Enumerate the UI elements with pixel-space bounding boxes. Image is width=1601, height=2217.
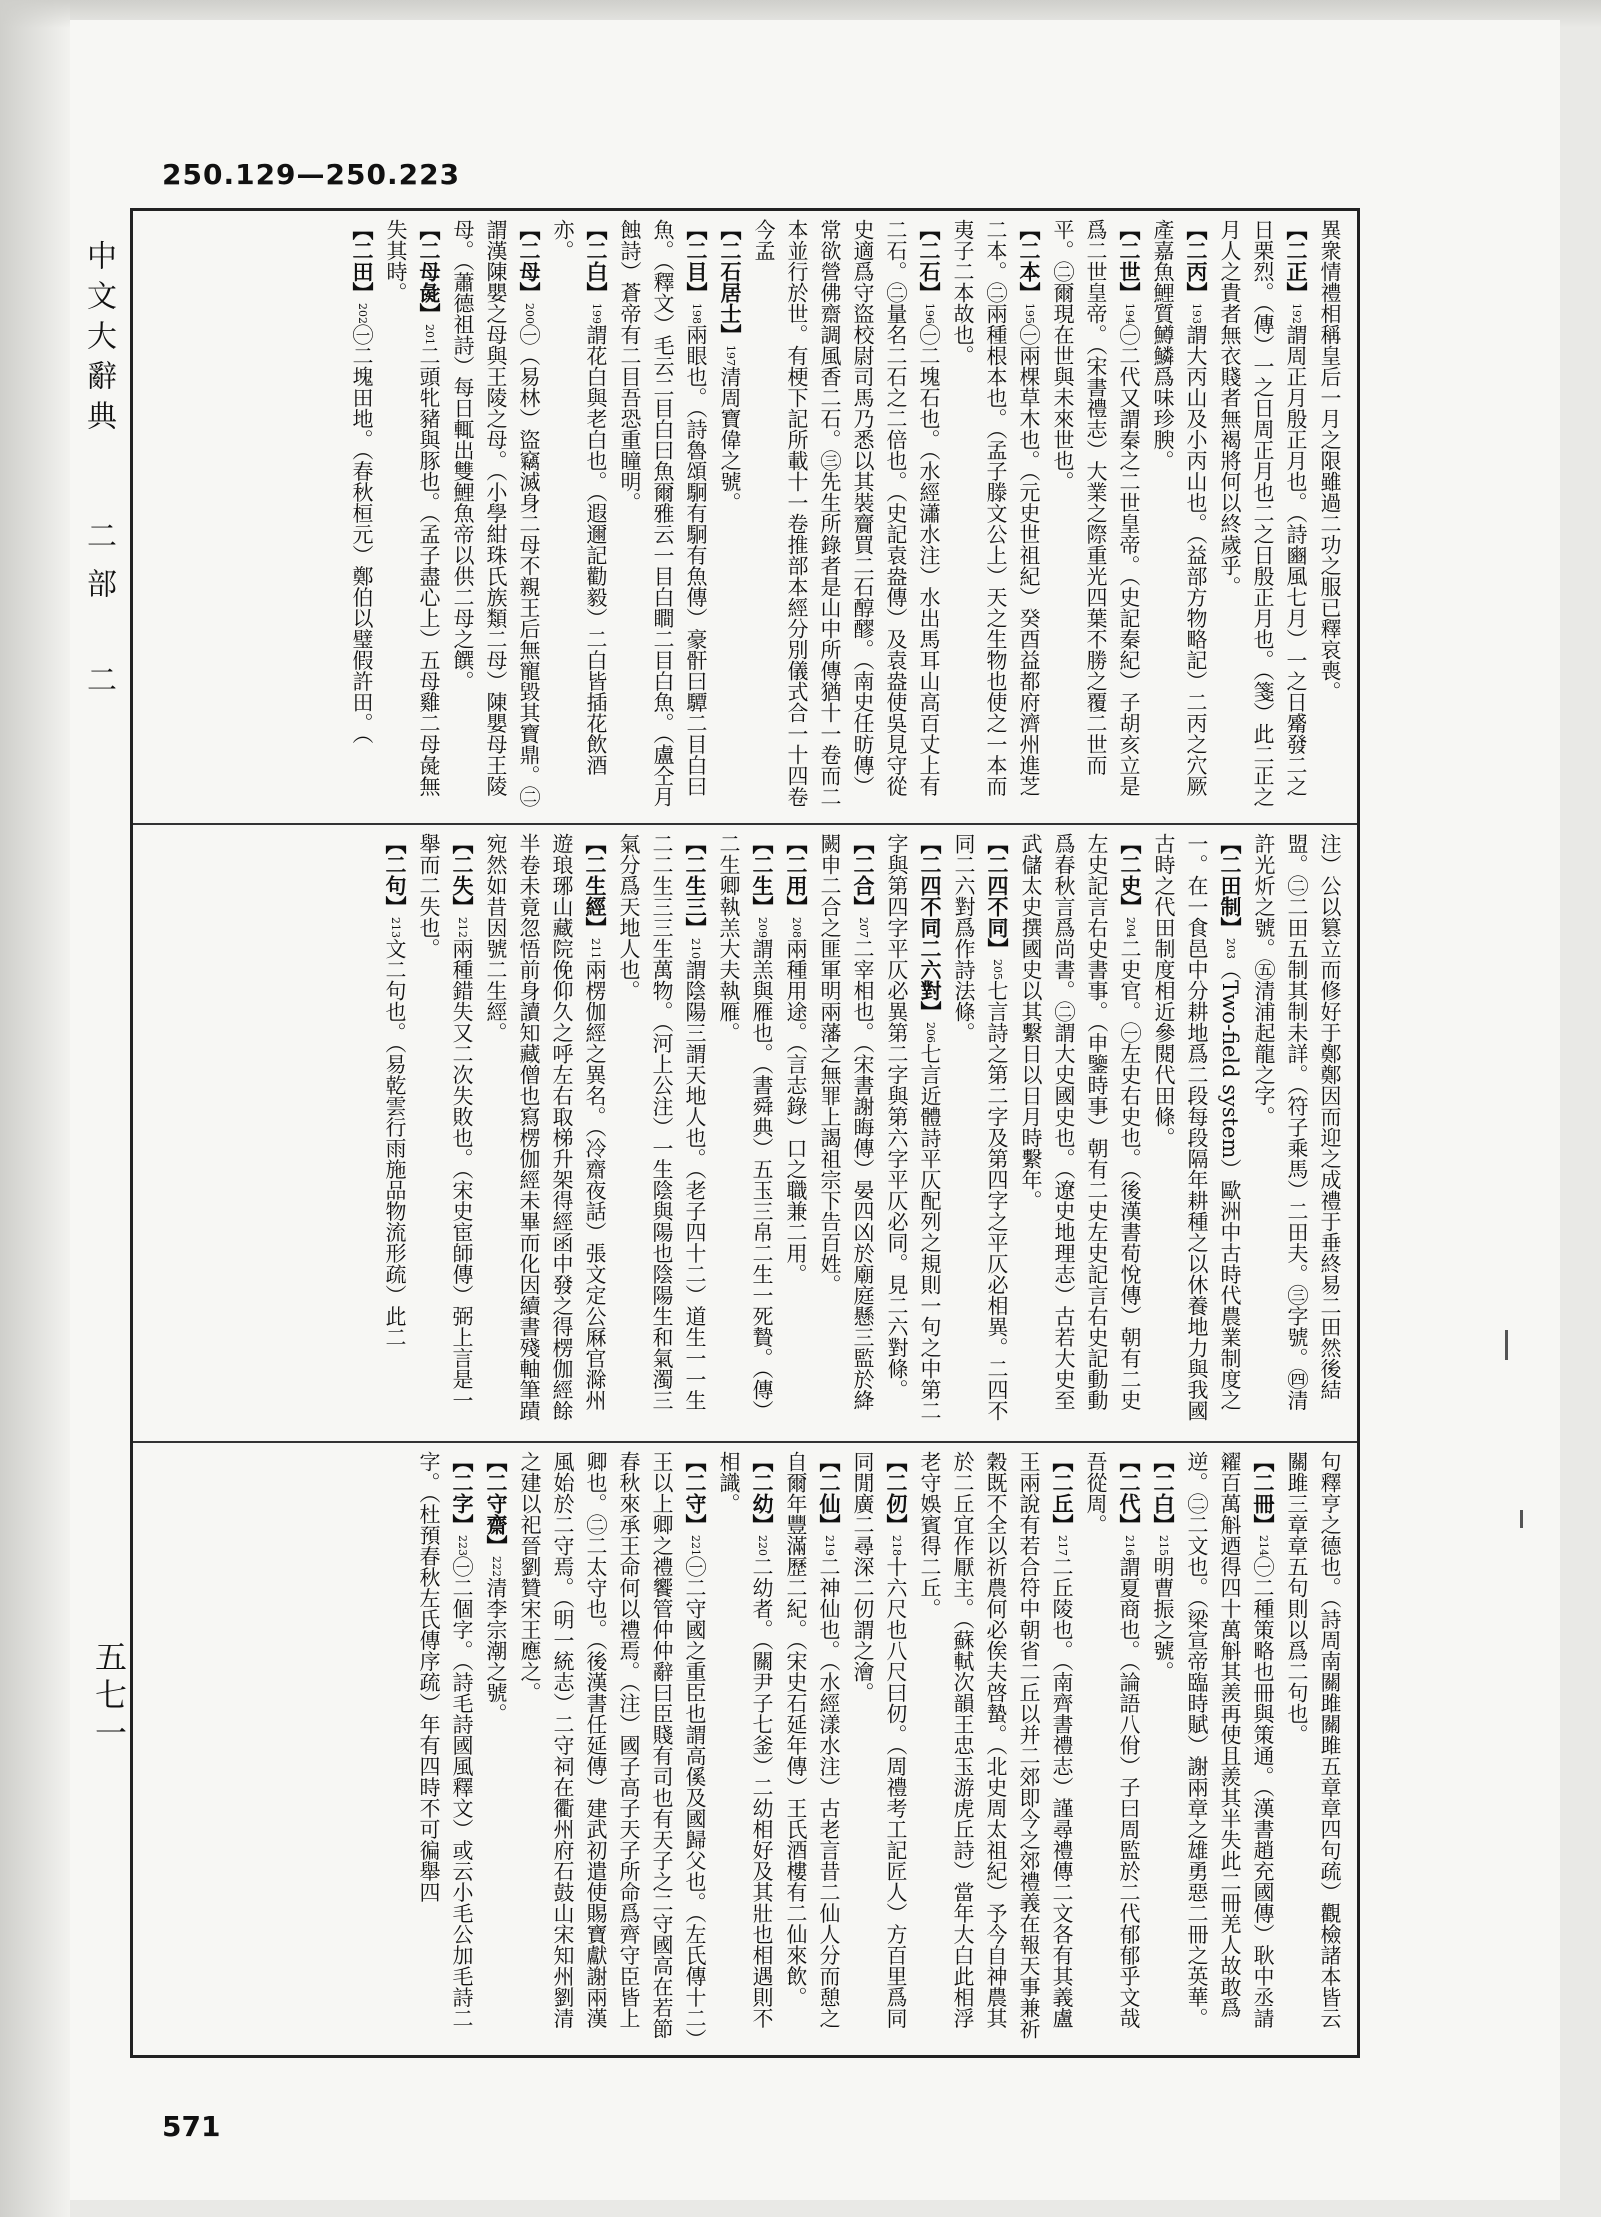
entry-number: 207	[857, 917, 870, 938]
entry	[779, 833, 813, 1431]
entry-headword: 【二仙】	[817, 1451, 842, 1535]
entry-definition: 七言近體詩平仄配列之規則一句之中第二字與第四字平仄必異第二字與第六字平仄必同。見二六對條。	[885, 833, 942, 1421]
text-tier-1	[143, 219, 1347, 815]
entry-number: 216	[1123, 1535, 1136, 1556]
entry	[1079, 1451, 1146, 2049]
entry-headword: 【二四不同】	[985, 833, 1010, 959]
entry	[479, 1451, 513, 2049]
entry	[1180, 1451, 1280, 2049]
entry-number: 206	[924, 1022, 937, 1043]
entry-headword: 【二冊】	[1251, 1451, 1276, 1535]
entry-number: 209	[756, 917, 769, 938]
entry-definition: 明曹振之號。	[1151, 1556, 1175, 1682]
entry-headword: 【二用】	[784, 833, 809, 917]
entry-number: 205	[991, 959, 1004, 980]
entry-headword: 【二生】	[750, 833, 775, 917]
entry-definition: ㊀二守國之重臣也謂高傒及國歸父也。（左氏傳十二）王以上卿之禮饗管仲仲辭曰臣賤有司也有天子之二守國高在若節春秋來承王命何以禮焉。（注）國子高子天子所命爲齊守臣皆上卿也。㊁二太守也。（後漢書任延傳）建武初遣使賜寶獻謝兩漢風始於二守焉。（明一統志）二守祠在衢州府石鼓山宋知州劉清之建以祀晉劉贊宋王應之。	[518, 1451, 707, 2039]
entry-headword: 【二史】	[1118, 833, 1143, 917]
entry-definition: ㊀二代又謂秦之二世皇帝。（史記秦紀）子胡亥立是爲二世皇帝。（宋書禮志）大業之際重光四葉不勝之覆二世而平。㊁爾現在世與未來世也。	[1051, 219, 1141, 797]
entry-number: 211	[589, 938, 602, 959]
entry-headword: 【二守齋】	[484, 1451, 509, 1556]
entry-number: 217	[1056, 1535, 1069, 1556]
entry-definition: ㊀（易林）盜竊滅身二母不親王后無寵毀其寶鼎。㊁謂漢陳嬰之母與王陵之母。（小學紺珠氏族類二母）陳嬰母王陵母。（蕭德祖詩）每日輒出雙鯉魚帝以供二母之饌。	[451, 219, 541, 807]
entry-number: 201	[423, 324, 436, 345]
entry-number: 197	[724, 345, 737, 366]
entry-number: 221	[689, 1535, 702, 1556]
entry-definition: ㊀二種策略也冊與策通。（漢書趙充國傳）耿中丞請糴百萬斛迺得四十萬斛其羨再使且羨其半失此二冊羌人故敢爲逆。㊁二文也。（梁宣帝臨時賦）謝兩章之雄勇惡二冊之英華。	[1185, 1451, 1275, 2029]
entry	[613, 219, 713, 815]
entry-headword: 【二田】	[350, 219, 375, 303]
sidebar-section: 二部 二	[81, 520, 116, 712]
entry	[712, 1451, 779, 2049]
entry	[513, 1451, 712, 2049]
entry-definition: 七言詩之第二字及第四字之平仄必相異。二四不同二六對爲作詩法條。	[952, 833, 1009, 1421]
entry-headword: 【二田制】	[1218, 833, 1243, 938]
page-number-footer: 571	[162, 2110, 221, 2143]
entry-headword: 【二世】	[1117, 219, 1142, 303]
entry	[946, 219, 1046, 815]
entry-headword: 【二仞】	[884, 1451, 909, 1535]
entry-definition: ㊀二塊田地。（春秋桓元）鄭伯以璧假許田。（	[350, 324, 374, 744]
entry-number: 214	[1257, 1535, 1270, 1556]
entry-number: 210	[689, 938, 702, 959]
entry-number: 212	[456, 917, 469, 938]
entry-definition: 謂大丙山及小丙山也。（益部方物略記）二丙之穴厥產嘉魚鯉質鱒鱗爲味珍腴。	[1151, 219, 1208, 797]
entry	[446, 219, 546, 815]
text-tier-2	[143, 833, 1347, 1431]
entry-definition: 謂周正月殷正月也。（詩豳風七月）一之日觱發二之日栗烈。（傳）一之日周正月也二之日殷正月也。（箋）此二正之月人之貴者無衣賤者無褐將何以終歲乎。	[1218, 219, 1308, 807]
entry	[1280, 1451, 1347, 2049]
entry-number: 223	[456, 1535, 469, 1556]
entry	[1146, 1451, 1180, 2049]
entry-definition: 二史官。㊀左史右史也。（後漢書荀悅傳）朝有二史左史記言右史書事。（申鑒時事）朝有二史左史記言右史記動動爲春秋言爲尚書。㊁謂大史國史也。（遼史地理志）古若大史至武儲太史撰國史以其繫日以日月時繫年。	[1019, 833, 1142, 1411]
entry-number: 196	[923, 303, 936, 324]
entry-number: 199	[590, 303, 603, 324]
entry	[412, 833, 479, 1431]
scan-shadow-left	[0, 0, 70, 2217]
entry	[712, 833, 779, 1431]
entry-headword: 【二句】	[383, 833, 408, 917]
entry	[846, 1451, 913, 2049]
entry	[779, 1451, 846, 2049]
entry-definition: 兩眼也。（詩魯頌駉有駉有魚傳）豪骭曰驔二目白曰魚。（釋文）毛云二目白曰魚爾雅云一目白瞷二目白魚。（盧仝月蝕詩）蒼帝有二目吾恐重瞳明。	[618, 219, 708, 807]
text-frame	[130, 208, 1360, 2058]
entry-headword: 【二白】	[584, 219, 609, 303]
text-tier-3	[143, 1451, 1347, 2049]
entry	[612, 833, 712, 1431]
entry-number: 194	[1123, 303, 1136, 324]
entry	[1213, 219, 1313, 815]
entry-definition: 二神仙也。（水經漾水注）古老言昔二仙人分而憩之自爾年豐滿歷二紀。（宋史石延年傳）王氏酒樓有二仙來飲。	[784, 1451, 841, 2029]
entry-headword: 【二生經】	[583, 833, 608, 938]
entry-definition: 兩種錯失又二次失敗也。（宋史宦師傳）弼上言是一舉而二失也。	[417, 833, 474, 1411]
entry-definition: 二幼者。（關尹子七釜）二幼相好及其壯也相遇則不相識。	[717, 1451, 774, 2029]
entry	[345, 219, 379, 815]
entry-definition: ㊀兩棵草木也。（元史世祖紀）癸酉益都府濟州進芝二本。㊁兩種根本也。（孟子滕文公上）天之生物也使之一本而夷子二本故也。	[951, 219, 1041, 797]
entry-definition: （Two-field system）歐洲中古時代農業制度之一。在一食邑中分耕地爲二段每段隔年耕種之以休養地力與我國古時之代田制度相近參閱代田條。	[1152, 833, 1242, 1421]
sidebar-title: 中文大辭典	[81, 240, 116, 440]
entry	[1147, 833, 1247, 1431]
entry	[1014, 833, 1147, 1431]
entry	[412, 1451, 479, 2049]
entry	[880, 833, 947, 1431]
entry-headword: 【二白】	[1151, 1451, 1176, 1535]
scan-speck	[1520, 1510, 1523, 1528]
entry-number: 222	[490, 1556, 503, 1577]
entry-headword: 【二四不同二六對】	[918, 833, 943, 1022]
entry-headword: 【二字】	[450, 1451, 475, 1535]
entry	[1046, 219, 1146, 815]
entry-definition: 兩種用途。（言志錄）口之職兼二用。	[784, 938, 808, 1285]
entry-headword: 【二失】	[450, 833, 475, 917]
entry-definition: 謂羔與雁也。（書舜典）五玉三帛二生一死贄。（傳）二生卿執羔大夫執雁。	[717, 833, 774, 1421]
entry-definition: 二丘陵也。（南齊書禮志）謹尋禮傳二文各有其義盧王兩說有若合符中朝省二丘以并二郊即今之郊禮義在報天事兼祈穀既不全以祈農何必俟夫啓蟄。（北史周太祖紀）予今自神農其於二丘宜作厭主。（蘇軾次韻王忠玉游虎丘詩）當年大白此相浮老守娛賓得二丘。	[918, 1451, 1074, 2039]
entry-number: 198	[690, 303, 703, 324]
entry-number: 193	[1190, 303, 1203, 324]
entry-headword: 【二丙】	[1184, 219, 1209, 303]
entry-definition: 謂夏商也。（論語八佾）子曰周監於二代郁郁乎文哉吾從周。	[1084, 1451, 1141, 2029]
entry-range-header: 250.129—250.223	[162, 158, 461, 191]
entry-headword: 【二本】	[1017, 219, 1042, 303]
entry-definition: 清周寶偉之號。	[718, 366, 742, 513]
entry	[1313, 219, 1347, 815]
entry-number: 213	[389, 917, 402, 938]
entry-headword: 【二幼】	[750, 1451, 775, 1535]
entry-headword: 【二母】	[517, 219, 542, 303]
entry-definition: 十六尺也八尺曰仞。（周禮考工記匠人）方百里爲同同閒廣二尋深二仞謂之澮。	[851, 1451, 908, 2029]
entry-number: 202	[356, 303, 369, 324]
entry-definition: 兩楞伽經之異名。（冷齋夜話）張文定公厤官滁州遊琅琊山藏院俛仰久之呼左右取梯升架得經函中發之得楞伽經餘半卷未竟忽悟前身讀知藏僧也寫楞伽經未畢而化因續書殘軸筆蹟宛然如昔因號二生經。	[484, 833, 607, 1421]
entry-definition: 注）公以篡立而修好于鄭鄭因而迎之成禮于垂終易二田然後結盟。㊁二田五制其制未詳。（符子乘馬）二田夫。㊂字號。㊃清許光炘之號。㊄清浦起龍之字。	[1252, 833, 1342, 1411]
entry-headword: 【二守】	[683, 1451, 708, 1535]
entry-number: 192	[1290, 303, 1303, 324]
entry	[378, 833, 412, 1431]
entry-definition: ㊀二個字。（詩毛詩國風釋文）或云小毛公加毛詩二字。（杜預春秋左氏傳序疏）年有四時不可徧舉四	[417, 1451, 474, 2029]
entry	[1247, 833, 1347, 1431]
entry	[947, 833, 1014, 1431]
entry-definition: 二宰相也。（宋書謝晦傳）晏四凶於廟庭懸三監於絳闕申二合之匪軍明兩藩之無罪上謁祖宗下告百姓。	[818, 833, 875, 1411]
entry-definition: 謂花白與老白也。（遐邇記勸毅）二白皆插花飲酒亦。	[551, 219, 608, 776]
entry-definition: 謂陰陽三謂天地人也。（老子四十二）道生一一生二二生三三生萬物。（河上公注）一生陰與陽也陰陽生和氣濁三氣分爲天地人也。	[617, 833, 707, 1411]
entry-definition: 二頭牝豬與豚也。（孟子盡心上）五母雞二母彘無失其時。	[384, 219, 441, 797]
entry	[546, 219, 613, 815]
entry-headword: 【二代】	[1117, 1451, 1142, 1535]
entry-number: 195	[1023, 303, 1036, 324]
tier-divider-1	[133, 823, 1357, 825]
entry-headword: 【二正】	[1284, 219, 1309, 303]
entry-number: 200	[523, 303, 536, 324]
entry-number: 203	[1224, 938, 1237, 959]
entry-number: 204	[1124, 917, 1137, 938]
entry-definition: 文二句也。（易乾雲行雨施品物流形疏）此二	[383, 938, 407, 1348]
entry-number: 218	[890, 1535, 903, 1556]
scan-speck	[1505, 1330, 1508, 1360]
entry-number: 215	[1157, 1535, 1170, 1556]
page-number-vertical: 五七一	[90, 1640, 128, 1754]
entry-headword: 【二石】	[917, 219, 942, 303]
entry-headword: 【二目】	[684, 219, 709, 303]
entry-definition: ㊀二塊石也。（水經瀟水注）水出馬耳山高百丈上有二石。㊁量名二石之二倍也。（史記袁盎傳）及袁盎使吳見守從史適爲守盜校尉司馬乃悉以其裝齎買二石醇醪。（南史任昉傳）常欲營佛齋調風香二石。㊂先生所錄者是山中所傳猶十一卷而二本並行於世。有梗下記所載十一卷推部本經分別儀式合一十四卷今孟	[752, 219, 941, 807]
entry-definition: 清李宗潮之號。	[484, 1577, 508, 1724]
entry-headword: 【二丘】	[1050, 1451, 1075, 1535]
entry	[913, 1451, 1079, 2049]
entry-number: 219	[823, 1535, 836, 1556]
entry-number: 208	[790, 917, 803, 938]
entry	[1146, 219, 1213, 815]
entry-headword: 【二石居士】	[718, 219, 743, 345]
entry	[747, 219, 946, 815]
tier-divider-2	[133, 1441, 1357, 1443]
entry	[479, 833, 612, 1431]
entry-number: 220	[756, 1535, 769, 1556]
entry-definition: 異衆情禮相稱皇后一月之限雖過二功之服已釋哀喪。	[1318, 219, 1342, 702]
entry-headword: 【二合】	[851, 833, 876, 917]
entry	[813, 833, 880, 1431]
entry-headword: 【二母彘】	[417, 219, 442, 324]
entry	[713, 219, 747, 815]
entry	[379, 219, 446, 815]
entry-definition: 句釋亨之德也。（詩周南關雎關雎五章章四句疏）觀檢諸本皆云關雎三章章五句則以爲二句也。	[1285, 1451, 1342, 2029]
entry-headword: 【二生三】	[683, 833, 708, 938]
